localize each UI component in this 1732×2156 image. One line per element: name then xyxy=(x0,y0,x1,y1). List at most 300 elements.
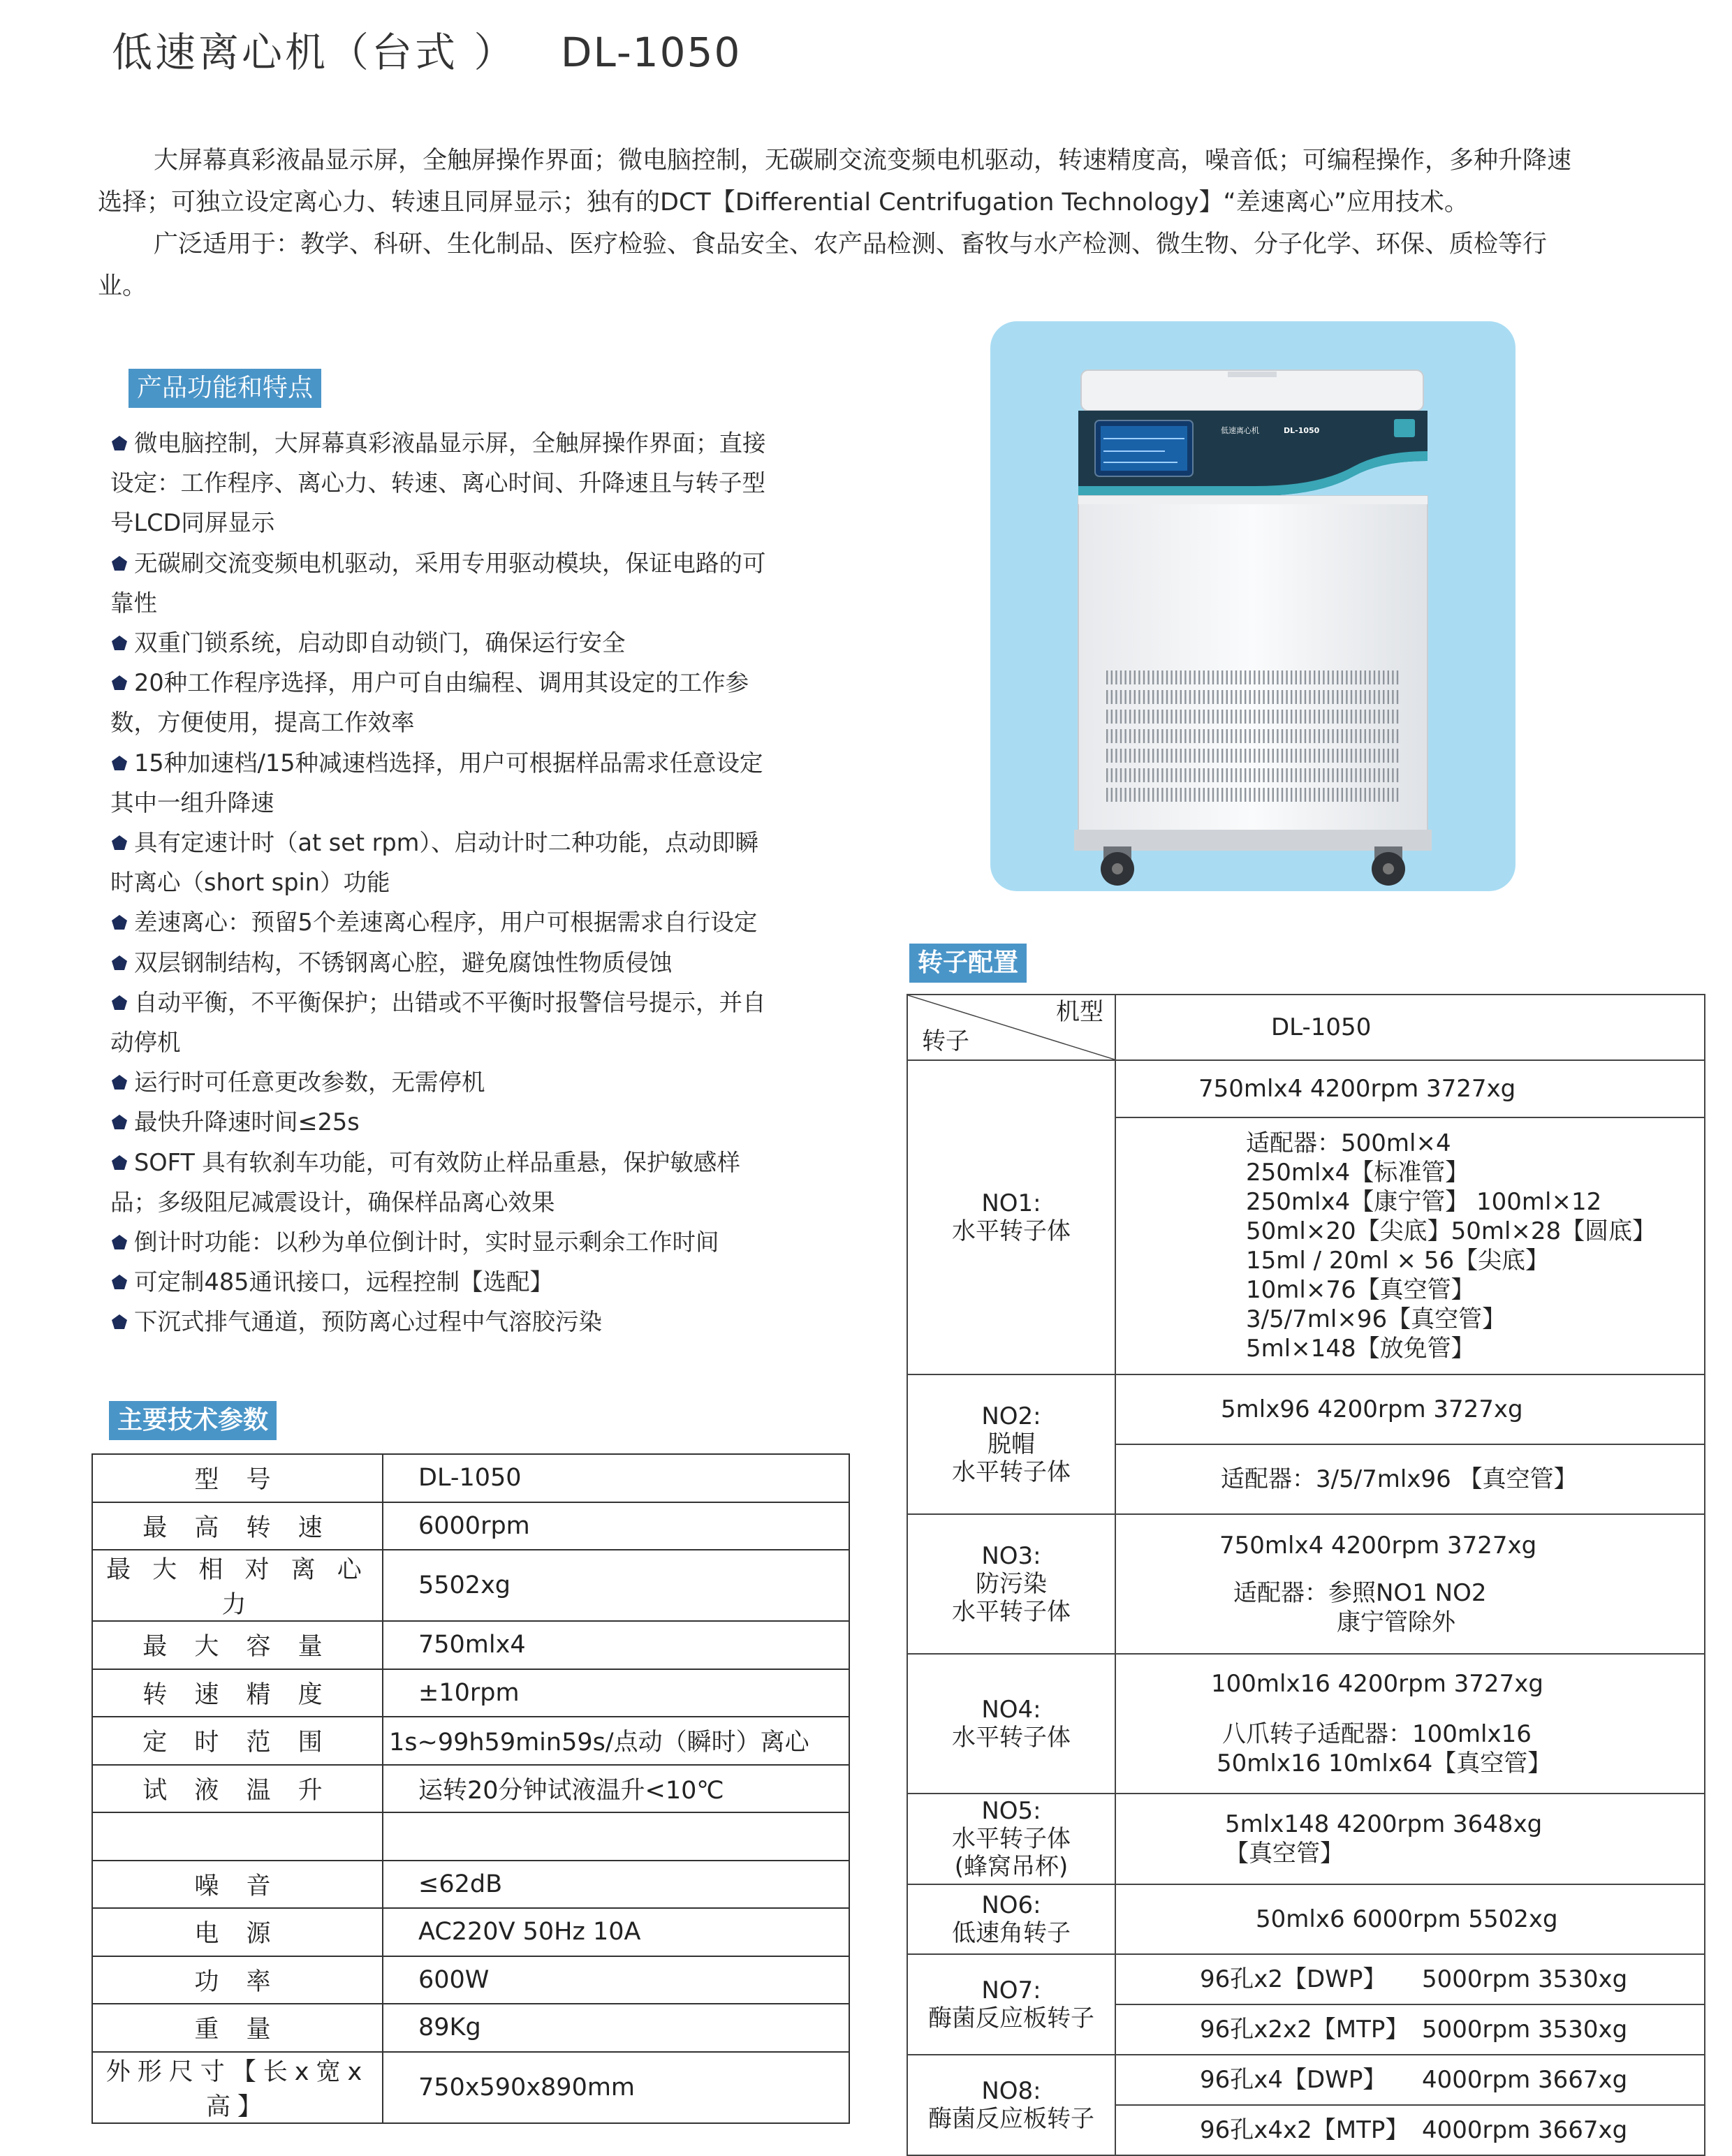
rotor-no5-id: NO5: xyxy=(981,1797,1041,1825)
vent-slot xyxy=(1305,768,1306,782)
vent-slot xyxy=(1235,768,1237,782)
pentagon-bullet-icon xyxy=(110,1154,129,1172)
panel-model: DL-1050 xyxy=(1284,426,1320,435)
vent-slot xyxy=(1360,749,1361,763)
vent-slot xyxy=(1198,749,1200,763)
vent-slot xyxy=(1208,690,1209,704)
vent-slot xyxy=(1268,670,1269,684)
rotor-no6-id: NO6: xyxy=(981,1891,1041,1919)
spec-value: ±10rpm xyxy=(383,1669,849,1717)
spec-row xyxy=(92,1717,849,1765)
rotor-no4-name xyxy=(907,1654,1115,1794)
vent-slot xyxy=(1254,749,1255,763)
vent-slot xyxy=(1378,690,1379,704)
feature-item xyxy=(110,823,781,902)
vent-slot xyxy=(1286,670,1287,684)
vent-slot xyxy=(1198,710,1200,724)
vent-slot xyxy=(1184,768,1186,782)
spec-value: 750mlx4 xyxy=(383,1621,849,1669)
feature-item xyxy=(110,902,781,942)
vent-slot xyxy=(1369,749,1370,763)
vent-slot xyxy=(1296,690,1297,704)
vent-slot xyxy=(1180,749,1182,763)
vent-slot xyxy=(1134,788,1136,802)
vent-slot xyxy=(1305,729,1306,743)
vent-slot xyxy=(1226,710,1228,724)
spec-label xyxy=(92,1812,383,1861)
rotor-no3-id: NO3: xyxy=(981,1542,1041,1570)
spec-value: 89Kg xyxy=(383,2004,849,2052)
vent-slot xyxy=(1383,670,1384,684)
vent-slot xyxy=(1319,710,1320,724)
vent-slot xyxy=(1212,768,1214,782)
vent-slot xyxy=(1296,749,1297,763)
vent-slot xyxy=(1231,710,1232,724)
vent-slot xyxy=(1286,788,1287,802)
vent-slot xyxy=(1120,788,1122,802)
vent-slot xyxy=(1300,710,1301,724)
vent-slot xyxy=(1106,788,1108,802)
feature-item xyxy=(110,1143,781,1222)
pentagon-bullet-icon xyxy=(110,674,129,692)
spec-value: AC220V 50Hz 10A xyxy=(383,1908,849,1956)
vent-slot xyxy=(1157,710,1159,724)
rotor-no8-row-1 xyxy=(907,2055,1705,2105)
vent-slot xyxy=(1296,729,1297,743)
spec-row xyxy=(92,2004,849,2052)
feature-text: 运行时可任意更改参数，无需停机 xyxy=(134,1069,485,1097)
rotor-no3-spec: 750mlx4 4200rpm 3727xg xyxy=(1219,1532,1537,1560)
feature-text: 下沉式排气通道，预防离心过程中气溶胶污染 xyxy=(134,1308,602,1336)
vent-slot xyxy=(1314,690,1315,704)
vent-slot xyxy=(1180,710,1182,724)
spec-value: ≤62dB xyxy=(383,1861,849,1909)
vent-slot xyxy=(1198,670,1200,684)
spec-label: 最 高 转 速 xyxy=(92,1502,383,1550)
vent-slot xyxy=(1147,729,1149,743)
vent-slot xyxy=(1282,670,1283,684)
vent-slot xyxy=(1263,788,1264,802)
vent-slot xyxy=(1245,788,1246,802)
feature-item xyxy=(110,1302,781,1342)
intro-paragraph-1: 大屏幕真彩液晶显示屏，全触屏操作界面；微电脑控制，无碳刷交流变频电机驱动，转速精度高，噪音低；可编程操作，多种升降速选择；可独立设定离心力、转速且同屏显示；独有的DCT【Differential Centrifugation Technology】“差速离心”应用技术。 xyxy=(98,147,1572,217)
rotor-no5-type: 水平转子体 xyxy=(952,1825,1071,1853)
vent-slot xyxy=(1115,768,1117,782)
vent-slot xyxy=(1212,788,1214,802)
rotor-no2-name xyxy=(907,1374,1115,1514)
vent-slot xyxy=(1170,710,1172,724)
feature-text: 无碳刷交流变频电机驱动，采用专用驱动模块，保证电路的可靠性 xyxy=(110,549,766,617)
rotor-no5-row xyxy=(907,1794,1705,1884)
vent-slot xyxy=(1184,670,1186,684)
vent-slot xyxy=(1120,768,1122,782)
vent-slot xyxy=(1392,749,1393,763)
vent-slot xyxy=(1319,788,1320,802)
rotor-no3-row xyxy=(907,1514,1705,1654)
vent-slot xyxy=(1208,749,1209,763)
spec-row xyxy=(92,1669,849,1717)
vent-slot xyxy=(1383,690,1384,704)
vent-slot xyxy=(1337,690,1338,704)
vent-slot xyxy=(1157,729,1159,743)
vent-slot xyxy=(1272,768,1274,782)
vent-slot xyxy=(1111,710,1113,724)
rotor-no8-spec-1: 4000rpm 3667xg xyxy=(1422,2066,1628,2094)
rotor-table xyxy=(907,994,1705,2156)
vent-slot xyxy=(1272,788,1274,802)
rotor-header-row xyxy=(907,995,1705,1060)
vent-slot xyxy=(1147,690,1149,704)
vent-slot xyxy=(1258,710,1260,724)
vent-slot xyxy=(1328,729,1329,743)
vent-slot xyxy=(1378,670,1379,684)
vent-slot xyxy=(1374,710,1375,724)
vent-slot xyxy=(1263,749,1264,763)
vent-slot xyxy=(1221,788,1223,802)
vent-slot xyxy=(1120,729,1122,743)
vent-slot xyxy=(1157,768,1159,782)
feature-item xyxy=(110,623,781,663)
rotor-no3-type: 水平转子体 xyxy=(952,1598,1071,1626)
vent-slot xyxy=(1138,768,1140,782)
vent-slot xyxy=(1245,729,1246,743)
vent-slot xyxy=(1184,749,1186,763)
vent-slot xyxy=(1314,729,1315,743)
vent-slot xyxy=(1221,670,1223,684)
vent-slot xyxy=(1226,749,1228,763)
vent-slot xyxy=(1111,670,1113,684)
feature-item xyxy=(110,943,781,983)
vent-slot xyxy=(1175,690,1177,704)
vent-slot xyxy=(1300,749,1301,763)
rotor-no4-details xyxy=(1115,1654,1705,1794)
vent-slot xyxy=(1300,768,1301,782)
vent-slot xyxy=(1175,670,1177,684)
vent-slot xyxy=(1397,690,1398,704)
vent-slot xyxy=(1323,690,1324,704)
vent-slot xyxy=(1258,768,1260,782)
vent-slot xyxy=(1106,690,1108,704)
rotor-no1-adapters xyxy=(1115,1117,1705,1374)
vent-slot xyxy=(1240,749,1241,763)
vent-slot xyxy=(1249,670,1251,684)
vent-slot xyxy=(1203,768,1205,782)
vent-slot xyxy=(1277,729,1278,743)
vent-slot xyxy=(1332,710,1333,724)
rotor-header-cell xyxy=(907,995,1115,1060)
vent-slot xyxy=(1346,768,1347,782)
spec-row xyxy=(92,1812,849,1861)
vent-slot xyxy=(1106,729,1108,743)
rotor-no2-subtitle: 脱帽 xyxy=(988,1430,1035,1458)
vent-slot xyxy=(1378,749,1379,763)
spec-label: 电 源 xyxy=(92,1908,383,1956)
vent-slot xyxy=(1383,788,1384,802)
vent-slot xyxy=(1323,670,1324,684)
vent-slot xyxy=(1277,788,1278,802)
vent-slot xyxy=(1277,710,1278,724)
vent-slot xyxy=(1189,749,1191,763)
vent-slot xyxy=(1254,710,1255,724)
spec-value xyxy=(383,1812,849,1861)
vent-slot xyxy=(1319,749,1320,763)
vent-slot xyxy=(1383,710,1384,724)
rotor-no4-adapter-1: 八爪转子适配器：100mlx16 xyxy=(1222,1720,1532,1748)
vent-slot xyxy=(1180,788,1182,802)
vent-slot xyxy=(1231,749,1232,763)
vent-slot xyxy=(1226,768,1228,782)
title-model: DL-1050 xyxy=(560,29,742,76)
vent-slot xyxy=(1180,670,1182,684)
vent-slot xyxy=(1286,690,1287,704)
vent-slot xyxy=(1245,768,1246,782)
spec-value: 600W xyxy=(383,1956,849,2004)
vent-slot xyxy=(1337,768,1338,782)
vent-slot xyxy=(1170,788,1172,802)
vent-slot xyxy=(1392,710,1393,724)
vent-slot xyxy=(1129,729,1131,743)
rotor-no3-name xyxy=(907,1514,1115,1654)
spec-row xyxy=(92,1454,849,1502)
vent-slot xyxy=(1157,690,1159,704)
vent-slot xyxy=(1138,788,1140,802)
rotor-no6-name xyxy=(907,1884,1115,1954)
vent-slot xyxy=(1175,768,1177,782)
vent-slot xyxy=(1365,670,1366,684)
vent-slot xyxy=(1170,749,1172,763)
vent-slot xyxy=(1369,670,1370,684)
vent-slot xyxy=(1134,710,1136,724)
intro-text xyxy=(98,140,1585,307)
spec-label: 转 速 精 度 xyxy=(92,1669,383,1717)
vent-slot xyxy=(1221,768,1223,782)
rotor-no1-adapter-line: 适配器：500ml×4 xyxy=(1246,1129,1451,1157)
vent-slot xyxy=(1111,729,1113,743)
vent-slot xyxy=(1217,768,1218,782)
vent-slot xyxy=(1291,670,1292,684)
vent-slot xyxy=(1221,710,1223,724)
vent-slot xyxy=(1291,788,1292,802)
vent-slot xyxy=(1203,710,1205,724)
vent-slot xyxy=(1268,690,1269,704)
pentagon-bullet-icon xyxy=(110,1073,129,1092)
rotor-no5-details xyxy=(1115,1794,1705,1884)
vent-slot xyxy=(1272,729,1274,743)
vent-slot xyxy=(1129,749,1131,763)
rotor-no3-subtitle: 防污染 xyxy=(976,1570,1047,1598)
vent-slot xyxy=(1129,768,1131,782)
vent-slot xyxy=(1360,788,1361,802)
vent-slot xyxy=(1388,768,1389,782)
vent-slot xyxy=(1328,749,1329,763)
vent-slot xyxy=(1388,749,1389,763)
vent-slot xyxy=(1286,749,1287,763)
vent-slot xyxy=(1161,749,1163,763)
vent-slot xyxy=(1305,788,1306,802)
vent-slot xyxy=(1319,690,1320,704)
vent-slot xyxy=(1300,729,1301,743)
vent-slot xyxy=(1240,690,1241,704)
vent-slot xyxy=(1166,690,1168,704)
vent-slot xyxy=(1217,788,1218,802)
vent-slot xyxy=(1161,690,1163,704)
vent-slot xyxy=(1305,749,1306,763)
vent-slot xyxy=(1397,749,1398,763)
feature-text: 20种工作程序选择，用户可自由编程、调用其设定的工作参数，方便使用，提高工作效率 xyxy=(110,669,749,737)
vent-slot xyxy=(1365,788,1366,802)
vent-slot xyxy=(1111,749,1113,763)
rotor-no1-adapter-line: 5ml×148【放免管】 xyxy=(1246,1335,1475,1363)
vent-slot xyxy=(1291,710,1292,724)
vent-slot xyxy=(1152,768,1154,782)
vent-slot xyxy=(1369,729,1370,743)
pentagon-bullet-icon xyxy=(110,994,129,1012)
vent-slot xyxy=(1342,710,1343,724)
feature-item xyxy=(110,1102,781,1142)
vent-slot xyxy=(1263,690,1264,704)
feature-text: 15种加速档/15种减速档选择，用户可根据样品需求任意设定其中一组升降速 xyxy=(110,749,763,816)
vent-slot xyxy=(1314,768,1315,782)
vent-slot xyxy=(1291,768,1292,782)
vent-slot xyxy=(1231,670,1232,684)
vent-slot xyxy=(1258,670,1260,684)
vent-slot xyxy=(1342,690,1343,704)
vent-slot xyxy=(1203,729,1205,743)
vent-slot xyxy=(1388,690,1389,704)
vent-slot xyxy=(1323,729,1324,743)
vent-slot xyxy=(1221,729,1223,743)
rotor-no4-spec: 100mlx16 4200rpm 3727xg xyxy=(1211,1670,1543,1698)
vent-slot xyxy=(1342,729,1343,743)
vent-slot xyxy=(1254,788,1255,802)
vent-slot xyxy=(1309,729,1310,743)
vent-slot xyxy=(1203,788,1205,802)
rotor-no7-plate-1: 96孔x2【DWP】 xyxy=(1200,1965,1387,1993)
vent-slot xyxy=(1397,768,1398,782)
rotor-no2-spec: 5mlx96 4200rpm 3727xg xyxy=(1115,1374,1705,1444)
vent-slot xyxy=(1124,670,1126,684)
vent-slot xyxy=(1397,729,1398,743)
spec-value: 1s~99h59min59s/点动（瞬时）离心 xyxy=(383,1717,849,1765)
vent-slot xyxy=(1272,670,1274,684)
features-heading: 产品功能和特点 xyxy=(129,369,321,408)
vent-slot xyxy=(1143,710,1145,724)
spec-value: 750x590x890mm xyxy=(383,2052,849,2123)
vent-slot xyxy=(1272,710,1274,724)
vent-slot xyxy=(1134,670,1136,684)
vent-slot xyxy=(1314,710,1315,724)
vent-slot xyxy=(1296,788,1297,802)
vent-slot xyxy=(1143,729,1145,743)
page-title xyxy=(112,20,741,78)
vent-slot xyxy=(1134,729,1136,743)
rotor-no2-spec-row xyxy=(907,1374,1705,1444)
vent-slot xyxy=(1365,729,1366,743)
vent-slot xyxy=(1157,788,1159,802)
vent-slot xyxy=(1286,768,1287,782)
vent-slot xyxy=(1355,749,1356,763)
vent-slot xyxy=(1378,788,1379,802)
vent-slot xyxy=(1388,788,1389,802)
vent-slot xyxy=(1249,729,1251,743)
vent-slot xyxy=(1235,749,1237,763)
vent-slot xyxy=(1337,729,1338,743)
vent-slot xyxy=(1305,670,1306,684)
vent-slot xyxy=(1263,710,1264,724)
vent-slot xyxy=(1346,788,1347,802)
rotor-no3-adapter-1: 适配器：参照NO1 NO2 xyxy=(1233,1579,1487,1607)
feature-text: SOFT 具有软刹车功能，可有效防止样品重悬，保护敏感样品；多级阻尼减震设计，确保样品离心效果 xyxy=(110,1148,740,1216)
vent-slot xyxy=(1212,670,1214,684)
vent-slot xyxy=(1369,710,1370,724)
vent-slot xyxy=(1175,749,1177,763)
rotor-no2-type: 水平转子体 xyxy=(952,1458,1071,1486)
vent-slot xyxy=(1189,670,1191,684)
vent-slot xyxy=(1296,768,1297,782)
vent-slot xyxy=(1194,710,1195,724)
vent-slot xyxy=(1258,788,1260,802)
vent-slot xyxy=(1305,710,1306,724)
spec-row xyxy=(92,2052,849,2123)
vent-slot xyxy=(1161,768,1163,782)
vent-slot xyxy=(1351,690,1352,704)
vent-slot xyxy=(1245,710,1246,724)
vent-slot xyxy=(1314,670,1315,684)
vent-slot xyxy=(1147,670,1149,684)
vent-slot xyxy=(1309,749,1310,763)
vent-slot xyxy=(1134,768,1136,782)
rotor-no8-name xyxy=(907,2055,1115,2155)
vent-slot xyxy=(1198,768,1200,782)
feature-item xyxy=(110,1062,781,1102)
vent-slot xyxy=(1120,749,1122,763)
rotor-no7-row-1 xyxy=(907,1954,1705,2004)
spec-label: 外形尺寸【长x宽x高】 xyxy=(92,2052,383,2123)
vent-slot xyxy=(1208,729,1209,743)
vent-slot xyxy=(1342,768,1343,782)
rotor-no7-name xyxy=(907,1954,1115,2055)
vent-slot xyxy=(1369,690,1370,704)
feature-item xyxy=(110,743,781,823)
vent-slot xyxy=(1138,670,1140,684)
vent-slot xyxy=(1305,690,1306,704)
rotor-no1-spec: 750mlx4 4200rpm 3727xg xyxy=(1115,1060,1705,1117)
rotor-heading: 转子配置 xyxy=(909,944,1027,983)
vent-slot xyxy=(1106,749,1108,763)
rotor-no7-line-2 xyxy=(1115,2004,1705,2055)
feature-text: 微电脑控制，大屏幕真彩液晶显示屏，全触屏操作界面；直接设定：工作程序、离心力、转速、离心时间、升降速且与转子型号LCD同屏显示 xyxy=(110,430,766,537)
feature-item xyxy=(110,543,781,623)
rotor-no7-type: 酶菌反应板转子 xyxy=(928,2004,1094,2032)
vent-slot xyxy=(1263,670,1264,684)
rotor-no7-line-1 xyxy=(1115,1954,1705,2004)
vent-slot xyxy=(1351,729,1352,743)
vent-slot xyxy=(1175,788,1177,802)
rotor-no1-adapter-line: 250mlx4【康宁管】 100ml×12 xyxy=(1246,1188,1602,1216)
vent-slot xyxy=(1296,710,1297,724)
vent-slot xyxy=(1147,788,1149,802)
rotor-no2-adapter: 适配器：3/5/7mlx96 【真空管】 xyxy=(1115,1444,1705,1514)
vent-slot xyxy=(1143,749,1145,763)
vent-slot xyxy=(1180,690,1182,704)
vent-slot xyxy=(1249,749,1251,763)
vent-slot xyxy=(1194,788,1195,802)
rotor-no1-name xyxy=(907,1060,1115,1374)
spec-label: 定 时 范 围 xyxy=(92,1717,383,1765)
spec-row xyxy=(92,1502,849,1550)
pentagon-bullet-icon xyxy=(110,434,129,453)
vent-slot xyxy=(1217,690,1218,704)
